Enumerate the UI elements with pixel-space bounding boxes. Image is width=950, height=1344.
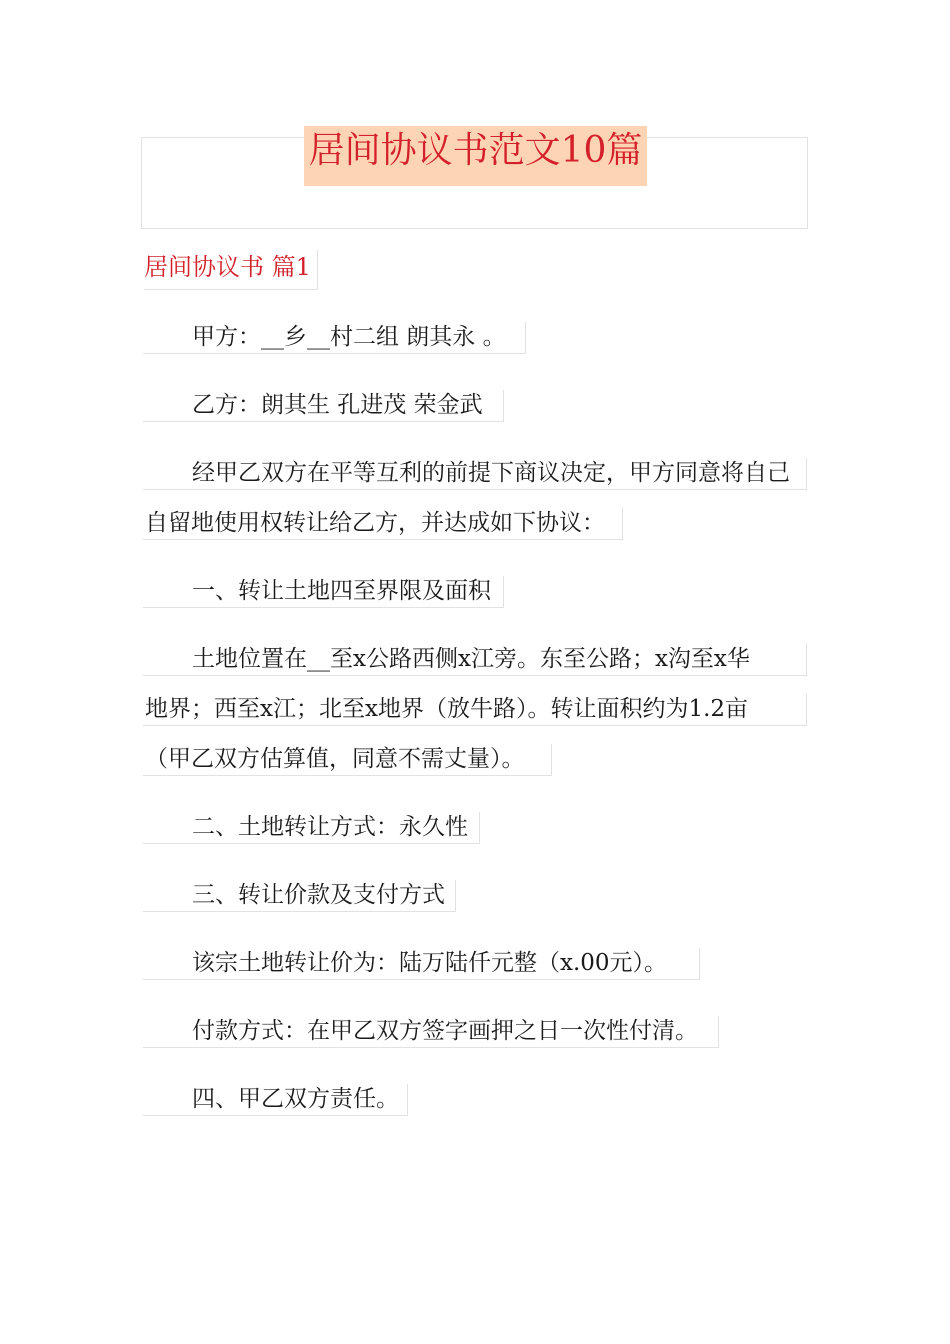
document-title: 居间协议书范文10篇 — [304, 126, 647, 186]
paragraph-line: 乙方：朗其生 孔进茂 荣金武 — [143, 390, 504, 422]
paragraph-line: 甲方：__乡__村二组 朗其永 。 — [143, 322, 526, 354]
paragraph-line: 付款方式：在甲乙双方签字画押之日一次性付清。 — [143, 1016, 719, 1048]
section-heading: 居间协议书 篇1 — [144, 250, 318, 290]
paragraph-line: 四、甲乙双方责任。 — [143, 1084, 408, 1116]
paragraph-line: 经甲乙双方在平等互利的前提下商议决定，甲方同意将自己 — [143, 458, 807, 490]
paragraph-line: 二、土地转让方式：永久性 — [143, 812, 480, 844]
paragraph-line: 该宗土地转让价为：陆万陆仟元整（x.00元）。 — [143, 948, 700, 980]
paragraph-line: 自留地使用权转让给乙方，并达成如下协议： — [143, 508, 623, 540]
paragraph-line: 三、转让价款及支付方式 — [143, 880, 456, 912]
paragraph-line: 地界；西至x江；北至x地界（放牛路）。转让面积约为1.2亩 — [143, 694, 807, 726]
paragraph-line: 一、转让土地四至界限及面积 — [143, 576, 504, 608]
paragraph-line: 土地位置在__至x公路西侧x江旁。东至公路；x沟至x华 — [143, 644, 807, 676]
paragraph-line: （甲乙双方估算值，同意不需丈量）。 — [143, 744, 552, 776]
